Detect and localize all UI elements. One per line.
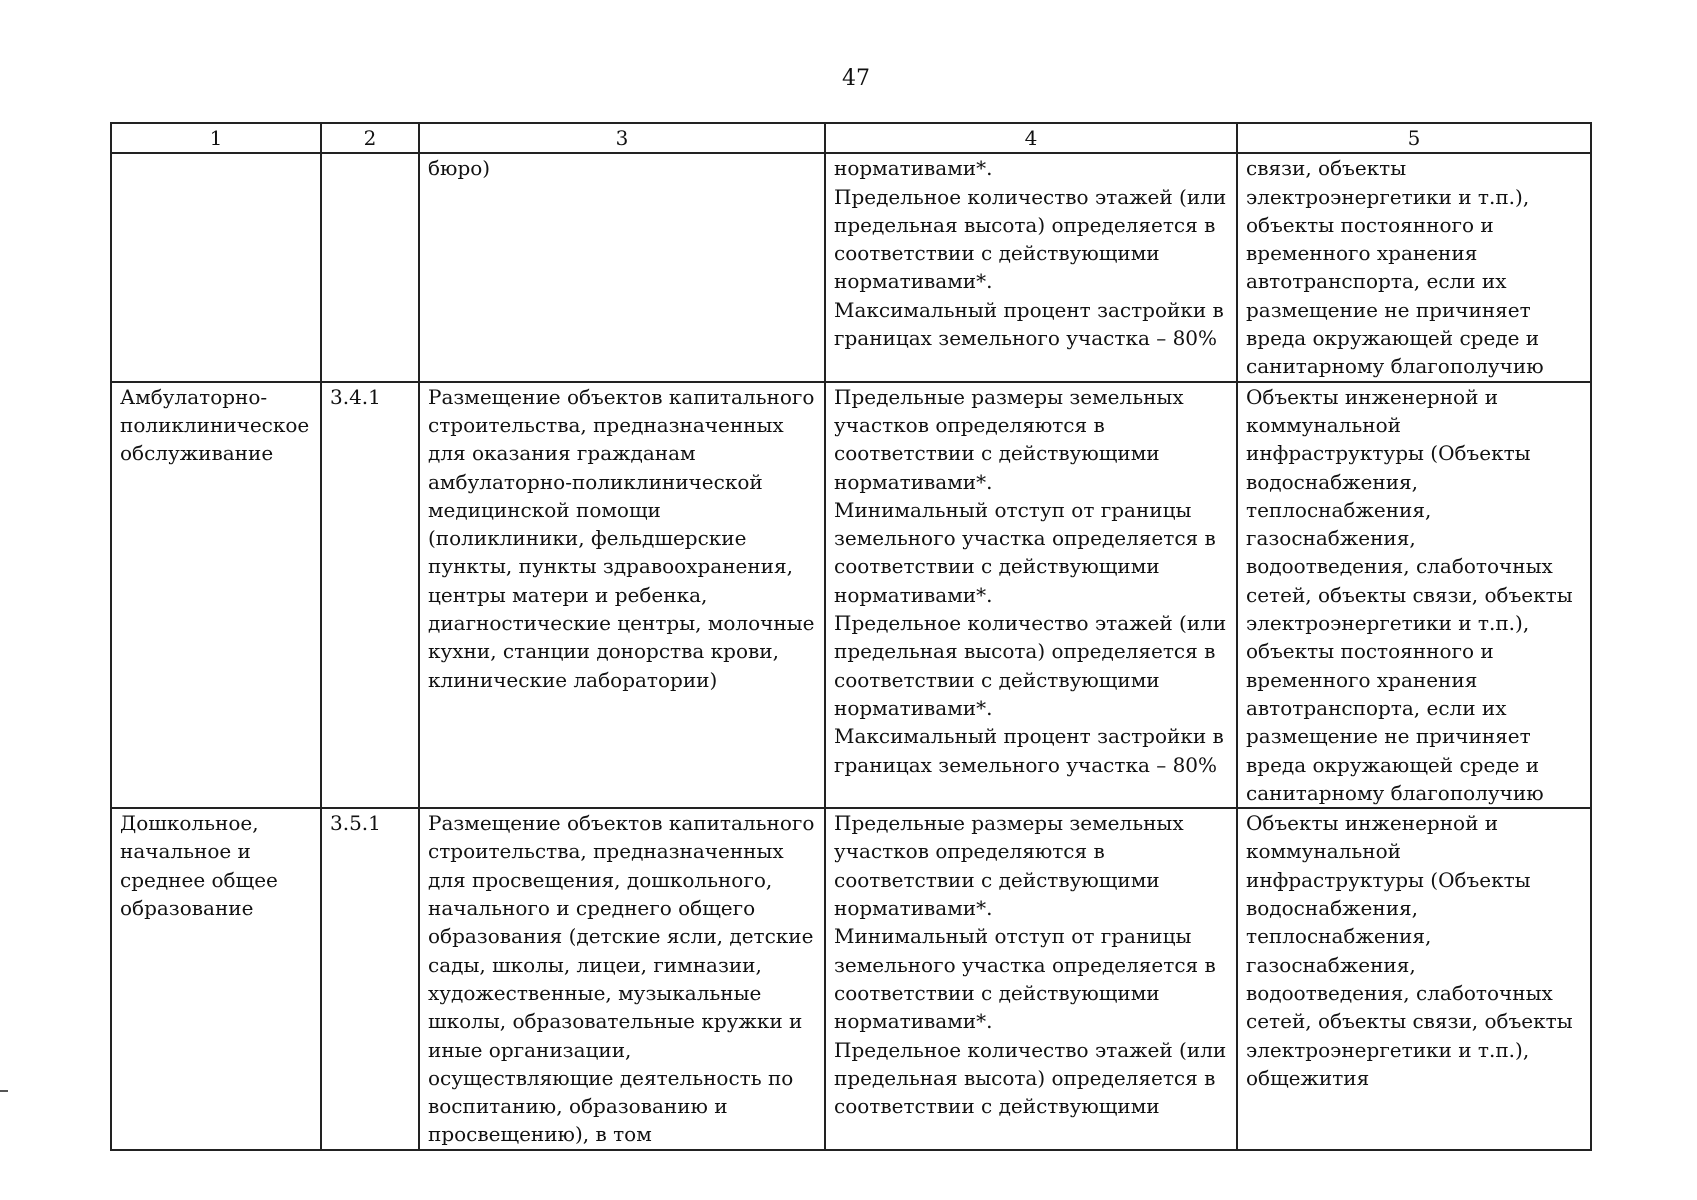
table-row [111, 808, 1591, 1150]
use-type-cell: Дошкольное, начальное и среднее общее образование [111, 808, 321, 1150]
description-cell: Размещение объектов капитального строительства, предназначенных для просвещения, дошкольного, начального и среднего общего образования (детские ясли, детские сады, школы, лицеи, гимназии, художественные, музыкальные школы, образовательные кружки и иные организации, осуществляющие деятельность по воспитанию, образованию и просвещению), в том [419, 808, 825, 1150]
use-type-cell [111, 153, 321, 381]
column-header: 3 [419, 123, 825, 153]
code-cell [321, 153, 419, 381]
margin-mark [0, 1090, 8, 1092]
table-row [111, 382, 1591, 808]
column-header: 2 [321, 123, 419, 153]
auxiliary-uses-cell: связи, объекты электроэнергетики и т.п.), объекты постоянного и временного хранения автотранспорта, если их размещение не причиняет вреда окружающей среде и санитарному благополучию [1237, 153, 1591, 381]
auxiliary-uses-cell: Объекты инженерной и коммунальной инфраструктуры (Объекты водоснабжения, теплоснабжения, газоснабжения, водоотведения, слаботочных сетей, объекты связи, объекты электроэнергетики и т.п.), объекты постоянного и временного хранения автотранспорта, если их размещение не причиняет вреда окружающей среде и санитарному благополучию [1237, 382, 1591, 808]
page-number: 47 [842, 66, 870, 91]
description-cell: Размещение объектов капитального строительства, предназначенных для оказания гражданам амбулаторно-поликлинической медицинской помощи (поликлиники, фельдшерские пункты, пункты здравоохранения, центры матери и ребенка, диагностические центры, молочные кухни, станции донорства крови, клинические лаборатории) [419, 382, 825, 808]
use-type-cell: Амбулаторно-поликлиническое обслуживание [111, 382, 321, 808]
auxiliary-uses-cell: Объекты инженерной и коммунальной инфраструктуры (Объекты водоснабжения, теплоснабжения, газоснабжения, водоотведения, слаботочных сетей, объекты связи, объекты электроэнергетики и т.п.), общежития [1237, 808, 1591, 1150]
table-header-row [111, 123, 1591, 153]
table-row [111, 153, 1591, 381]
parameters-cell: Предельные размеры земельных участков определяются в соответствии с действующими нормативами*. Минимальный отступ от границы земельного участка определяется в соответствии с действующими нормативами*. Предельное количество этажей (или предельная высота) определяется в соответствии с действующими [825, 808, 1237, 1150]
parameters-cell: нормативами*. Предельное количество этажей (или предельная высота) определяется в соответствии с действующими нормативами*. Максимальный процент застройки в границах земельного участка – 80% [825, 153, 1237, 381]
description-cell: бюро) [419, 153, 825, 381]
column-header: 4 [825, 123, 1237, 153]
code-cell: 3.5.1 [321, 808, 419, 1150]
parameters-cell: Предельные размеры земельных участков определяются в соответствии с действующими нормативами*. Минимальный отступ от границы земельного участка определяется в соответствии с действующими нормативами*. Предельное количество этажей (или предельная высота) определяется в соответствии с действующими нормативами*. Максимальный процент застройки в границах земельного участка – 80% [825, 382, 1237, 808]
code-cell: 3.4.1 [321, 382, 419, 808]
column-header: 1 [111, 123, 321, 153]
column-header: 5 [1237, 123, 1591, 153]
zoning-table [110, 122, 1592, 1151]
